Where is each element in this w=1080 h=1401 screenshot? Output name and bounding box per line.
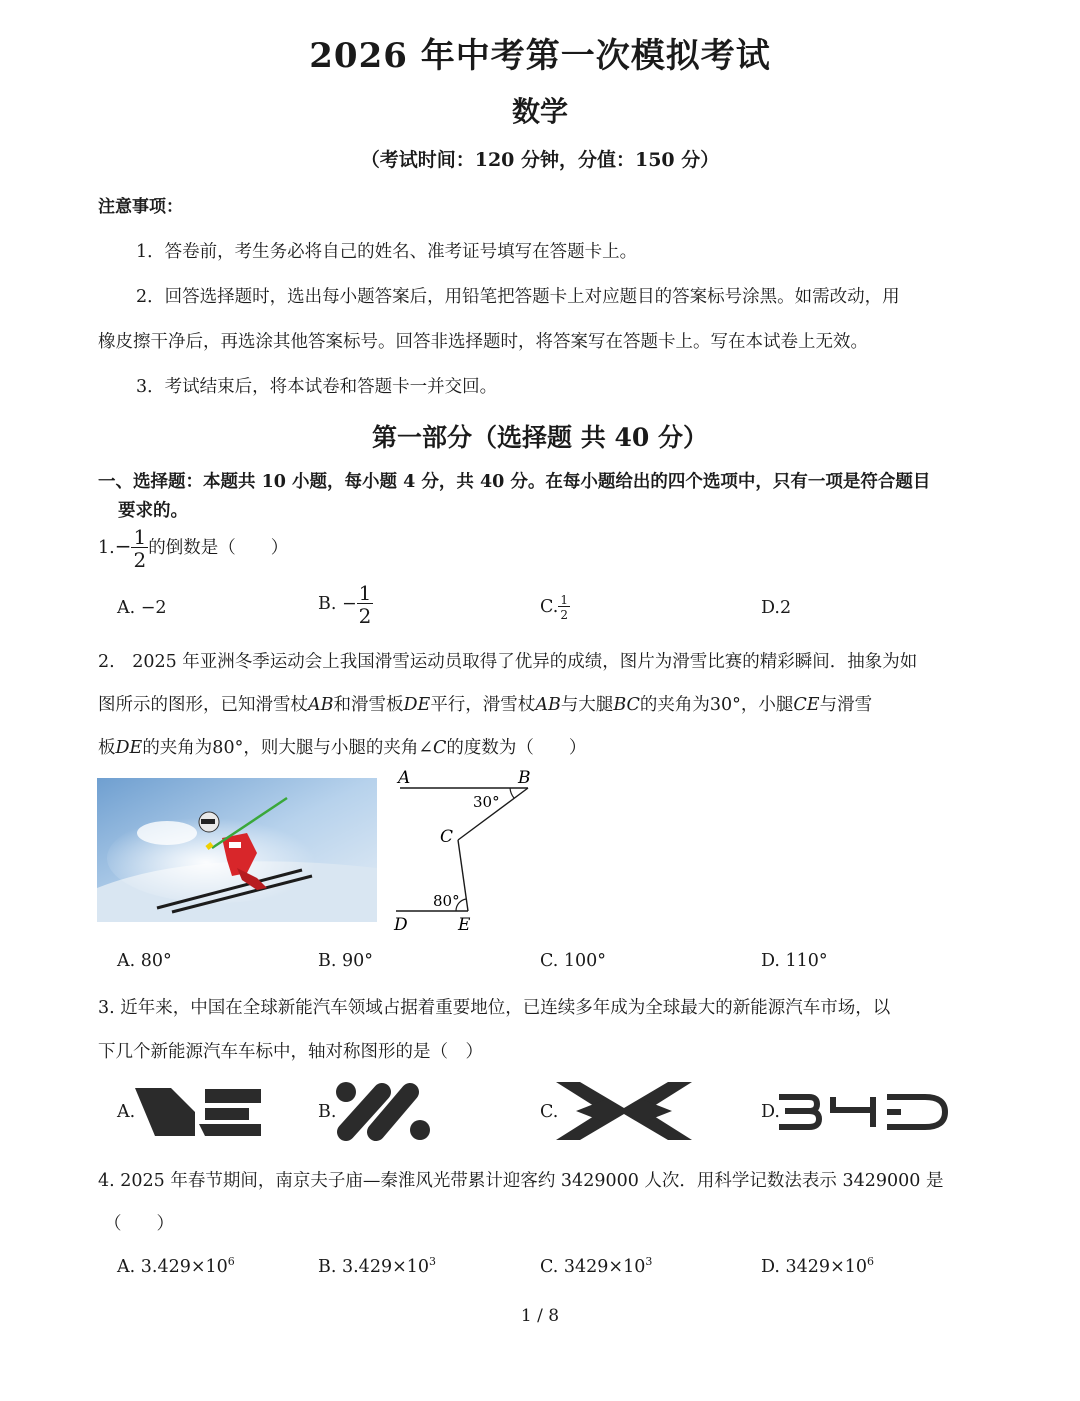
section-instruction-line2: 要求的。 <box>118 501 188 521</box>
angle-figure <box>390 766 540 936</box>
q1-option-b-num: 1 <box>358 581 372 605</box>
exam-subject: 数学 <box>511 95 568 128</box>
exam-title: 2026 年中考第一次模拟考试 <box>309 36 771 76</box>
q1-option-c-den: 2 <box>560 608 568 622</box>
q2-angle-c: C <box>433 738 447 758</box>
angle-label-80: 80° <box>433 892 460 910</box>
notice-heading: 注意事项： <box>98 197 183 217</box>
q2-option-c: C. 100° <box>540 951 607 971</box>
q4-option-d <box>761 1255 874 1277</box>
q2-line3 <box>98 734 586 759</box>
q2-seg-ab-2: AB <box>535 695 561 715</box>
q1-fraction <box>131 527 148 570</box>
notice-item-2-line1: 2．回答选择题时，选出每小题答案后，用铅笔把答题卡上对应题目的答案标号涂黑。如需改动，用 <box>136 287 900 307</box>
q3-option-d-label: D. <box>761 1102 780 1122</box>
q2-text-f: 与滑雪 <box>819 695 873 715</box>
exam-info: （考试时间：120 分钟，分值：150 分） <box>360 149 720 171</box>
page-number: 1 / 8 <box>520 1306 560 1326</box>
q3-option-c-label: C. <box>540 1102 559 1122</box>
q4-option-b <box>318 1255 436 1277</box>
notice-item-2-line2: 橡皮擦干净后，再选涂其他答案标号。回答非选择题时，将答案写在答题卡上。写在本试卷上无效。 <box>98 332 868 352</box>
q1-option-c-prefix: C. <box>540 597 559 617</box>
logo-a <box>133 1086 265 1138</box>
q2-seg-de-2: DE <box>115 738 143 758</box>
q1-frac-den: 2 <box>133 548 147 572</box>
notice-item-1: 1．答卷前，考生务必将自己的姓名、准考证号填写在答题卡上。 <box>136 242 638 262</box>
q2-text-g: 板 <box>98 738 116 758</box>
q3-option-b-label: B. <box>318 1102 337 1122</box>
q4-option-a-base: A. 3.429×10 <box>117 1256 228 1277</box>
label-d: D <box>394 915 408 935</box>
q2-text-b: 和滑雪板 <box>333 695 404 715</box>
q1-option-b-fraction <box>357 583 374 626</box>
q2-seg-bc: BC <box>613 695 640 715</box>
q1-minus: − <box>114 534 132 558</box>
q1-option-a: A. −2 <box>117 598 167 618</box>
part1-title: 第一部分（选择题 共 40 分） <box>372 423 708 452</box>
label-c: C <box>440 827 454 847</box>
q1-option-c-fraction <box>558 594 570 621</box>
q1-number: 1. <box>98 538 115 558</box>
logo-d-byd <box>775 1092 951 1132</box>
q4-line2: （ ） <box>104 1214 174 1234</box>
q4-option-a <box>117 1255 235 1277</box>
q1-option-d: D.2 <box>761 598 792 618</box>
q4-option-a-exp: 6 <box>227 1255 235 1268</box>
logo-b <box>334 1080 434 1142</box>
q4-option-c <box>540 1255 652 1277</box>
q2-seg-ab: AB <box>308 695 334 715</box>
q3-option-a-label: A. <box>117 1102 136 1122</box>
notice-item-3: 3．考试结束后，将本试卷和答题卡一并交回。 <box>136 377 498 397</box>
q2-text-d: 与大腿 <box>560 695 614 715</box>
q2-line1: 2. 2025 年亚洲冬季运动会上我国滑雪运动员取得了优异的成绩，图片为滑雪比赛的精彩瞬间．抽象为如 <box>98 652 918 672</box>
q1-option-b-prefix: B. − <box>318 594 357 614</box>
q3-line1: 3. 近年来，中国在全球新能汽车领域占据着重要地位，已连续多年成为全球最大的新能源汽车市场，以 <box>98 998 891 1018</box>
q2-option-b: B. 90° <box>318 951 374 971</box>
section-instruction-line1: 一、选择题：本题共 10 小题，每小题 4 分，共 40 分。在每小题给出的四个选项中，只有一项是符合题目 <box>98 472 931 492</box>
q1-option-b-den: 2 <box>358 604 372 628</box>
q4-option-b-base: B. 3.429×10 <box>318 1256 430 1277</box>
q2-text-e: 的夹角为30°，小腿 <box>639 695 794 715</box>
q1-stem-text: 的倒数是（ ） <box>148 538 289 558</box>
label-e: E <box>458 915 471 935</box>
q1-option-c <box>540 594 570 621</box>
q4-option-d-exp: 6 <box>867 1255 874 1268</box>
q2-option-a: A. 80° <box>117 951 172 971</box>
logo-c <box>556 1080 692 1142</box>
q2-seg-de: DE <box>403 695 431 715</box>
q2-text-i: 的度数为（ ） <box>446 738 587 758</box>
skier-photo <box>97 778 377 922</box>
q4-option-c-exp: 3 <box>645 1255 653 1268</box>
q4-option-c-base: C. 3429×10 <box>540 1256 646 1277</box>
q2-seg-ce: CE <box>793 695 820 715</box>
q2-text-c: 平行，滑雪杖 <box>430 695 536 715</box>
q1-frac-num: 1 <box>133 525 147 549</box>
label-a: A <box>398 768 411 788</box>
q2-option-d: D. 110° <box>761 951 828 971</box>
q2-text-h: 的夹角为80°，则大腿与小腿的夹角∠ <box>142 738 433 758</box>
q3-line2: 下几个新能源汽车车标中，轴对称图形的是（ ） <box>98 1042 483 1062</box>
q2-text-a: 图所示的图形，已知滑雪杖 <box>98 695 308 715</box>
q4-option-b-exp: 3 <box>429 1255 437 1268</box>
question-1-stem <box>98 527 288 570</box>
angle-label-30: 30° <box>473 793 500 811</box>
q4-line1: 4. 2025 年春节期间，南京夫子庙—秦淮风光带累计迎客约 3429000 人次．用科学记数法表示 3429000 是 <box>98 1171 944 1191</box>
q1-option-c-num: 1 <box>560 593 568 607</box>
q2-line2 <box>98 691 872 716</box>
q1-option-b <box>318 583 373 626</box>
label-b: B <box>518 768 531 788</box>
q4-option-d-base: D. 3429×10 <box>761 1256 867 1277</box>
